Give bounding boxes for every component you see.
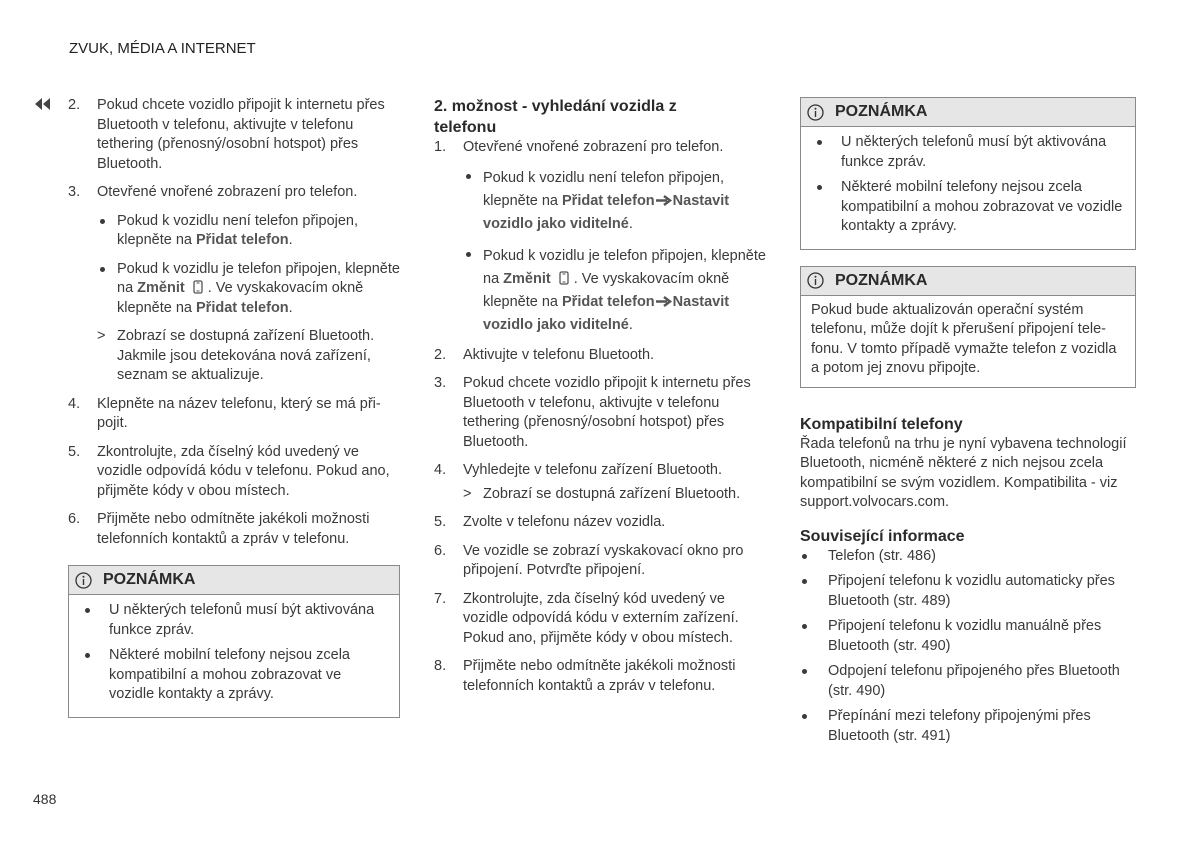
- step-4: 4. Vyhledejte v telefonu zařízení Bluetooth.: [434, 462, 723, 478]
- arrow-right-icon: [655, 296, 673, 307]
- note-header: [69, 566, 399, 595]
- bullet-dot: [802, 669, 807, 674]
- bullet-dot: [817, 140, 822, 145]
- bullet-dot: [85, 608, 90, 613]
- change-label: Změnit: [137, 280, 185, 296]
- note-title: POZNÁMKA: [835, 271, 928, 289]
- info-circle-icon: [75, 572, 92, 589]
- step-2: 2. Aktivujte v telefonu Bluetooth.: [434, 346, 655, 363]
- bullet-dot: [802, 624, 807, 629]
- step-4: 4. Klepněte na název telefonu, který se má připojit.: [68, 395, 381, 431]
- step-3: 3. Otevřené vnořené zobrazení pro telefon.: [68, 184, 358, 200]
- bullet-dot: [100, 267, 105, 272]
- page-number: 488: [33, 791, 57, 807]
- set-visible-label: Nastavit vozidlo jako viditelné: [483, 192, 730, 232]
- note-title: POZNÁMKA: [835, 103, 928, 121]
- bullet-not-connected: Pokud k vozidlu není telefon připojen, klepněte na Přidat telefon Nastavit vozidlo jako viditelné.: [463, 167, 774, 236]
- note-title: POZNÁMKA: [103, 571, 196, 589]
- note-body: [801, 296, 1135, 387]
- note-box: [68, 565, 400, 718]
- change-label: Změnit: [503, 270, 551, 287]
- note-bullet: U některých telefonů musí být aktivována funkce zpráv.: [79, 601, 389, 640]
- bullet-dot: [817, 185, 822, 190]
- related-link[interactable]: Telefon (str. 486): [800, 547, 1136, 567]
- note-text: Pokud bude aktualizován operační systém telefonu, může dojít k přerušení připojení telefonu. V tomto případě vymažte telefon z vozidla a potom jej znovu připojte.: [811, 301, 1117, 376]
- bullet-dot: [802, 554, 807, 559]
- phone-icon: [191, 280, 205, 294]
- compatible-phones-text: Řada telefonů na trhu je nyní vybavena technologií Bluetooth, nicméně některé z nich nejsou zcela kompatibilní se svým vozidlem. Kompatibilita - viz support.volvocars.com.: [800, 435, 1127, 510]
- note-box: [800, 266, 1136, 388]
- step-8: 8. Přijměte nebo odmítněte jakékoli možnosti telefonních kontaktů a zpráv v telefonu.: [434, 658, 736, 694]
- result-bluetooth-devices: > Zobrazí se dostupná zařízení Bluetooth.: [463, 485, 741, 502]
- step-3: 3. Pokud chcete vozidlo připojit k internetu přes Bluetooth v telefonu, aktivujte v telefonu tethering (přenosný/osobní hotspot) přes Bluetooth.: [434, 375, 751, 450]
- step-6: 6. Ve vozidle se zobrazí vyskakovací okno pro připojení. Potvrďte připojení.: [434, 542, 744, 578]
- note-body: [69, 595, 399, 717]
- step-1: 1. Otevřené vnořené zobrazení pro telefon.: [434, 139, 724, 155]
- note-box: [800, 97, 1136, 250]
- page-header: ZVUK, MÉDIA A INTERNET: [69, 40, 256, 57]
- add-phone-label: Přidat telefon: [196, 299, 289, 316]
- bullet-connected: Pokud k vozidlu je telefon připojen, klepněte na Změnit . Ve vyskakovacím okně klepněte na Přidat telefon Nastavit vozidlo jako viditelné.: [463, 245, 774, 337]
- related-link[interactable]: Připojení telefonu k vozidlu automaticky přes Bluetooth (str. 489): [800, 572, 1136, 611]
- double-chevron-left-icon[interactable]: [34, 97, 52, 111]
- step-5: 5. Zvolte v telefonu název vozidla.: [434, 514, 666, 530]
- info-circle-icon: [807, 104, 824, 121]
- bullet-not-connected: Pokud k vozidlu není telefon připojen, klepněte na Přidat telefon.: [97, 212, 404, 251]
- add-phone-label: Přidat telefon: [562, 192, 655, 209]
- note-bullet: U některých telefonů musí být aktivována funkce zpráv.: [811, 133, 1125, 172]
- step-7: 7. Zkontrolujte, zda číselný kód uvedený ve vozidle odpovídá kódu v externím zařízení. Pokud ano, přijměte kódy v obou místech.: [434, 590, 739, 646]
- add-phone-label: Přidat telefon: [196, 232, 289, 248]
- bullet-dot: [466, 174, 471, 179]
- column-2: [434, 96, 774, 705]
- related-info-heading: Související informace: [800, 527, 965, 545]
- add-phone-label: Přidat telefon: [562, 293, 655, 310]
- bullet-connected: Pokud k vozidlu je telefon připojen, klepněte na Změnit . Ve vyskakovacím okně klepněte na Přidat telefon.: [97, 260, 404, 319]
- result-bluetooth-devices: > Zobrazí se dostupná zařízení Bluetooth. Jakmile jsou detekována nová zařízení, seznam se aktualizuje.: [97, 328, 375, 383]
- bullet-dot: [802, 579, 807, 584]
- note-bullet: Některé mobilní telefony nejsou zcela kompatibilní a mohou zobrazovat ve vozidle kontakty a zprávy.: [811, 178, 1125, 237]
- related-link[interactable]: Připojení telefonu k vozidlu manuálně přes Bluetooth (str. 490): [800, 617, 1136, 656]
- arrow-right-icon: [655, 195, 673, 206]
- related-link[interactable]: Přepínání mezi telefony připojenými přes Bluetooth (str. 491): [800, 707, 1136, 746]
- column-1: [68, 96, 404, 718]
- note-bullet: Některé mobilní telefony nejsou zcela kompatibilní a mohou zobrazovat ve vozidle kontakty a zprávy.: [79, 646, 389, 705]
- bullet-dot: [100, 219, 105, 224]
- section-heading: 2. možnost - vyhledání vozidla z telefonu: [434, 98, 677, 136]
- set-visible-label: Nastavit vozidlo jako viditelné: [483, 293, 730, 333]
- phone-icon: [557, 271, 571, 285]
- column-3: [800, 97, 1136, 752]
- step-2: 2. Pokud chcete vozidlo připojit k internetu přes Bluetooth v telefonu, aktivujte v telefonu tethering (přenosný/osobní hotspot) přes Bluetooth.: [68, 97, 385, 172]
- compatible-phones-heading: Kompatibilní telefony: [800, 415, 963, 433]
- bullet-dot: [802, 714, 807, 719]
- step-5: 5. Zkontrolujte, zda číselný kód uvedený ve vozidle odpovídá kódu v telefonu. Pokud ano, přijměte kódy v obou místech.: [68, 443, 390, 499]
- note-body: [801, 127, 1135, 249]
- bullet-dot: [85, 653, 90, 658]
- related-link[interactable]: Odpojení telefonu připojeného přes Bluetooth (str. 490): [800, 662, 1136, 701]
- bullet-dot: [466, 252, 471, 257]
- step-6: 6. Přijměte nebo odmítněte jakékoli možnosti telefonních kontaktů a zpráv v telefonu.: [68, 511, 370, 547]
- note-header: [801, 267, 1135, 296]
- note-header: [801, 98, 1135, 127]
- info-circle-icon: [807, 272, 824, 289]
